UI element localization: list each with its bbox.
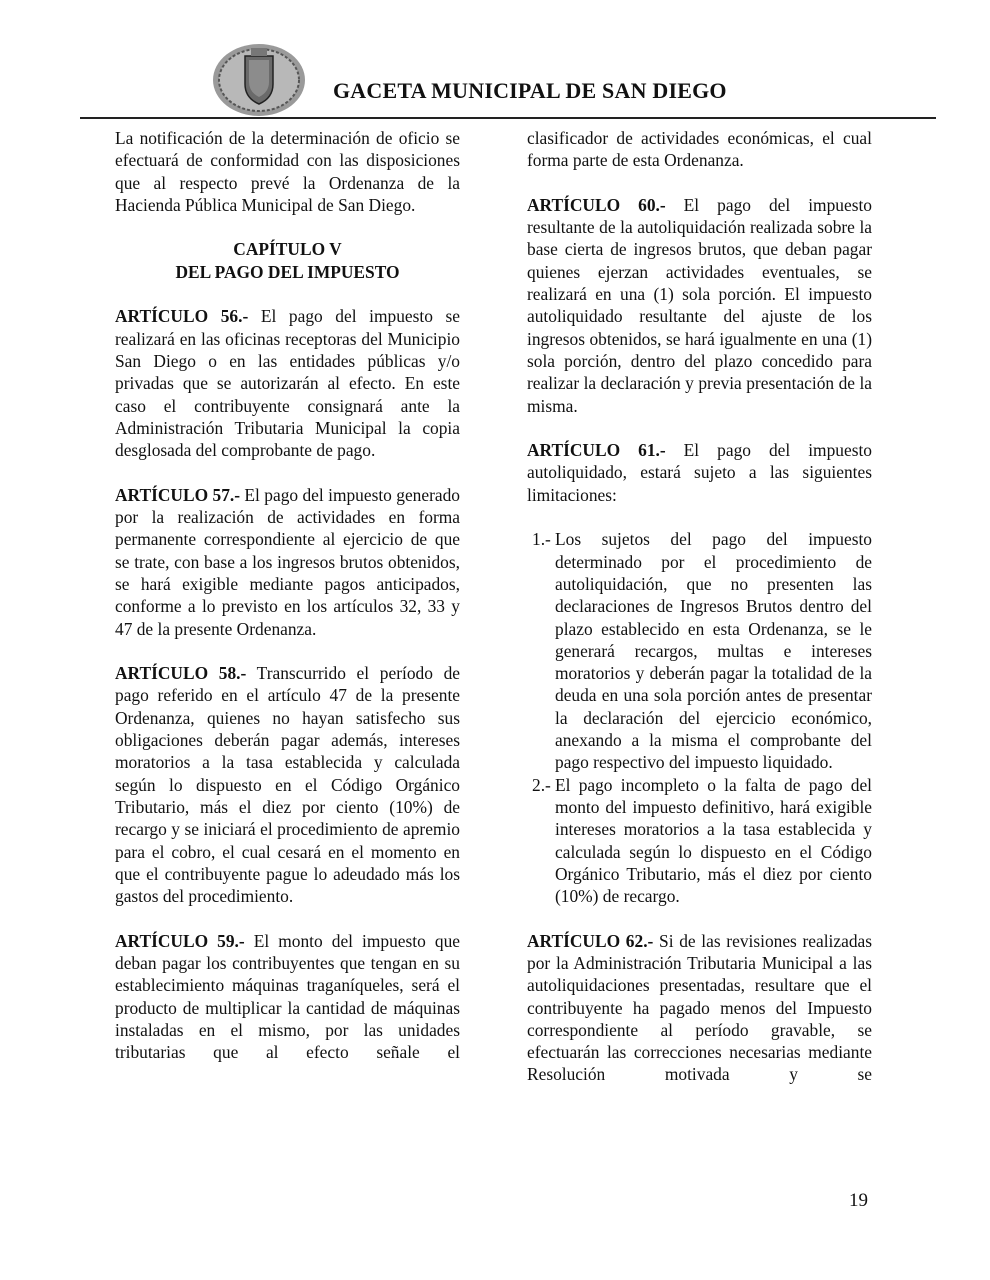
article-57 (115, 484, 460, 640)
article-label: ARTÍCULO 56.- (115, 306, 249, 327)
list-item (527, 528, 872, 773)
article-label: ARTÍCULO 58.- (115, 663, 247, 684)
article-text: Si de las revisiones realizadas por la Administración Tributaria Municipal a las autoliquidaciones presentadas, resultare que el contribuyente ha pagado menos del Impuesto correspondiente al período gravable, se efectuarán las correcciones necesarias mediante Resolución motivada y se (527, 930, 873, 1085)
limitations-list (527, 528, 872, 907)
continuation-paragraph: clasificador de actividades económicas, el cual forma parte de esta Ordenanza. (527, 128, 872, 171)
article-61 (527, 439, 872, 506)
article-label: ARTÍCULO 61.- (527, 440, 666, 461)
article-58 (115, 662, 460, 907)
list-number: 1.- (532, 529, 551, 550)
article-60 (527, 194, 872, 417)
chapter-name: DEL PAGO DEL IMPUESTO (175, 261, 400, 282)
article-text: El monto del impuesto que deban pagar los contribuyentes que tengan en su establecimiento máquinas traganíqueles, será el producto de multiplicar la cantidad de máquinas instaladas en el mismo, por las unidades tributarias que al efecto señale el (115, 930, 460, 1063)
list-number: 2.- (532, 774, 551, 795)
article-text: El pago del impuesto generado por la realización de actividades en forma permanente correspondiente al ejercicio de que se trate, con base a los ingresos brutos obtenidos, se hará exigible mediante pagos anticipados, conforme a lo previsto en los artículos 32, 33 y 47 de la presente Ordenanza. (115, 484, 460, 639)
article-label: ARTÍCULO 60.- (527, 194, 666, 215)
article-text: El pago del impuesto resultante de la autoliquidación realizada sobre la base cierta de ingresos brutos, que deban pagar quienes ejerzan actividades eventuales, se realizará en una (1) sola porción. El impuesto autoliquidado resultante del ajuste de los ingresos obtenidos, se hará igualmente en una (1) sola porción, dentro del plazo concedido para realizar la declaración y previa presentación de la misma. (527, 194, 872, 416)
article-label: ARTÍCULO 62.- (527, 930, 654, 951)
article-label: ARTÍCULO 57.- (115, 484, 241, 505)
right-column (527, 127, 872, 1108)
article-59 (115, 930, 460, 1064)
article-62 (527, 930, 872, 1086)
page-number: 19 (849, 1190, 868, 1211)
article-label: ARTÍCULO 59.- (115, 930, 245, 951)
left-column (115, 127, 460, 1086)
intro-paragraph: La notificación de la determinación de oficio se efectuará de conformidad con las disposiciones que al respecto prevé la Ordenanza de la Hacienda Pública Municipal de San Diego. (115, 128, 460, 215)
article-text: El pago del impuesto se realizará en las oficinas receptoras del Municipio San Diego o en las entidades públicas y/o privadas que se autorizarán al efecto. En este caso el contribuyente consignará ante la Administración Tributaria Municipal la copia desglosada del comprobante de pago. (115, 306, 460, 461)
article-text: El pago del impuesto autoliquidado, estará sujeto a las siguientes limitaciones: (527, 440, 872, 505)
article-text: Transcurrido el período de pago referido en el artículo 47 de la presente Ordenanza, quienes no hayan satisfecho sus obligaciones deberán pagar además, intereses moratorios a la tasa establecida y calculada según lo dispuesto en el Código Orgánico Tributario, más el diez por ciento (10%) de recargo y se iniciará el procedimiento de apremio para el cobro, el cual cesará en el momento en que el contribuyente pague lo adeudado más los gastos del procedimiento. (115, 663, 460, 907)
municipal-seal-logo (211, 42, 307, 118)
chapter-heading (115, 238, 460, 283)
article-56 (115, 305, 460, 461)
chapter-number: CAPÍTULO V (233, 239, 342, 260)
list-text: El pago incompleto o la falta de pago del monto del impuesto definitivo, hará exigible intereses moratorios a la tasa establecida y calculada según lo dispuesto en el Código Orgánico Tributario, más el diez por ciento (10%) de recargo. (555, 774, 872, 907)
header-divider (80, 117, 936, 119)
list-text: Los sujetos del pago del impuesto determinado por el procedimiento de autoliquidación, que no presenten las declaraciones de Ingresos Brutos dentro del plazo establecido en esta Ordenanza, se le generará recargos, multas e intereses moratorios y deberán pagar la totalidad de la deuda en una sola porción antes de presentar la declaración del ejercicio económico, anexando a la misma el comprobante del pago respectivo del impuesto liquidado. (555, 529, 872, 773)
gazette-title: GACETA MUNICIPAL DE SAN DIEGO (333, 78, 727, 103)
list-item (527, 774, 872, 908)
